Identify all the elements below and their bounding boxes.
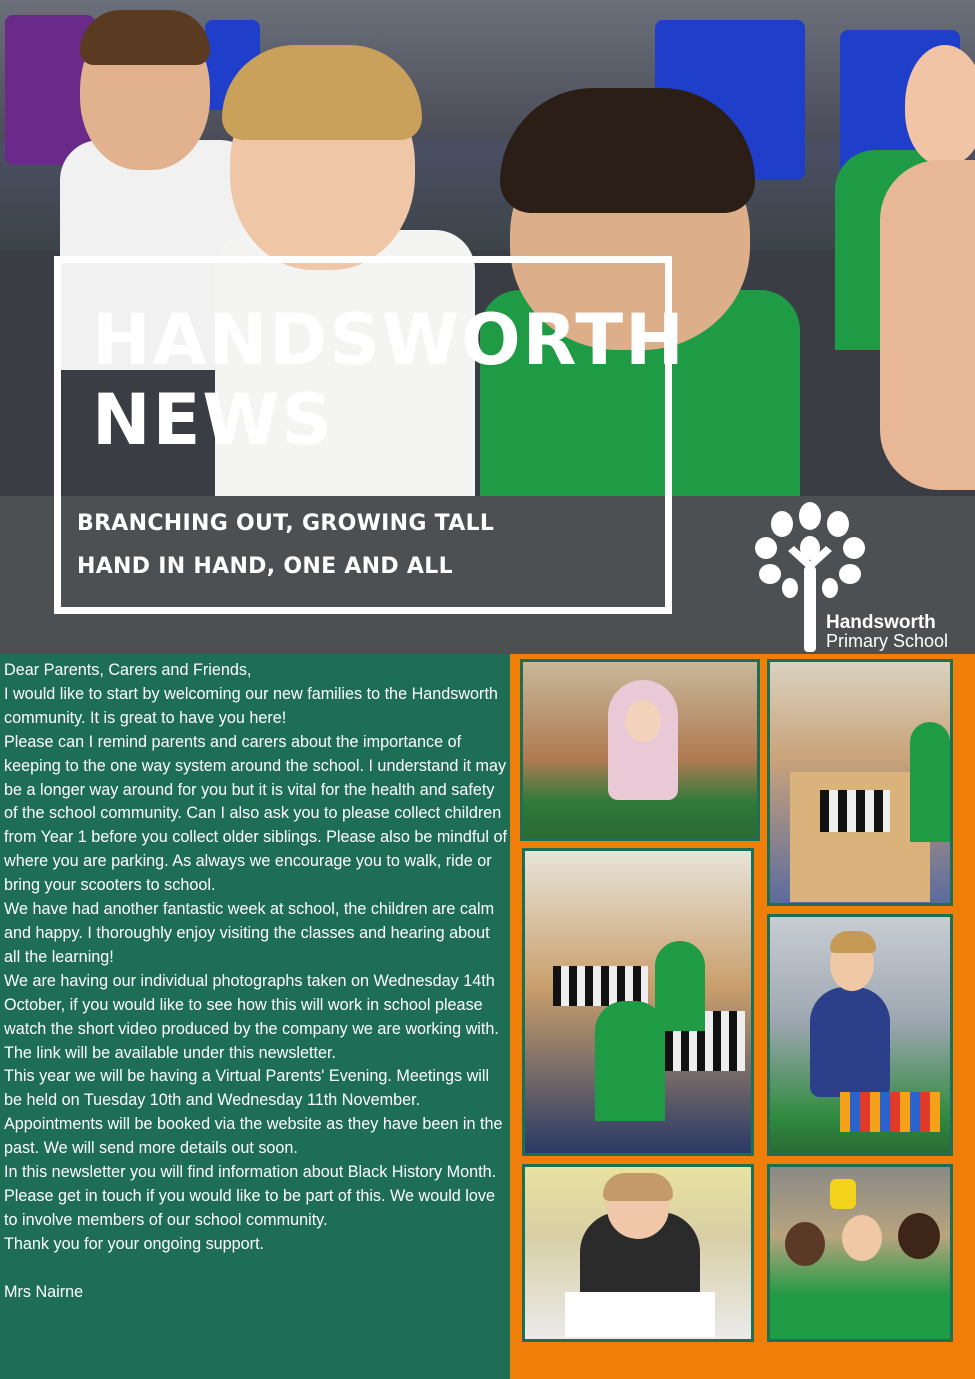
child-hair — [80, 10, 210, 65]
gallery-photo-child-building — [520, 659, 760, 841]
letter-signature: Mrs Nairne — [4, 1282, 84, 1301]
child-hair — [500, 88, 755, 213]
gallery-photo-child-writing — [522, 1164, 754, 1342]
letter-paragraph: We are having our individual photographs taken on Wednesday 14th October, if you would like to see how this will work in school please watch the short video produced by the company we are working with. The link will be available under this newsletter. — [4, 971, 499, 1062]
child-face — [905, 45, 975, 165]
motto-line-2: HAND IN HAND, ONE AND ALL — [77, 554, 453, 579]
gallery-photo-chess-class — [522, 848, 754, 1156]
letter-paragraph: Please can I remind parents and carers about the importance of keeping to the one way system around the school. I understand it may be a longer way around for you but it is vital for the health and safety of the school community. Can I also ask you to please collect children from Year 1 before you collect older siblings. Please also be mindful of where you are parking. As always we encourage you to walk, ride or bring your scooters to school. — [4, 732, 507, 895]
logo-school-name: Handsworth — [826, 612, 936, 633]
logo-school-type: Primary School — [826, 631, 949, 651]
gallery-photo-three-children — [767, 1164, 953, 1342]
letter-greeting: Dear Parents, Carers and Friends, — [4, 661, 252, 679]
letter-paragraph: We have had another fantastic week at school, the children are calm and happy. I thoroughly enjoy visiting the classes and hearing about all the learning! — [4, 900, 495, 966]
title-line-2: NEWS — [92, 379, 335, 461]
letter-paragraph: In this newsletter you will find information about Black History Month. Please get in touch if you would like to be part of this. We would love to involve members of our school community. — [4, 1163, 497, 1229]
gallery-photo-chess-table — [767, 659, 953, 906]
child-face — [880, 160, 975, 490]
photo-gallery — [510, 654, 975, 1379]
headteacher-letter — [0, 654, 510, 1379]
gallery-photo-boy-building — [767, 914, 953, 1156]
letter-paragraph: Thank you for your ongoing support. — [4, 1234, 265, 1253]
newsletter-title — [92, 300, 686, 460]
motto-line-1: BRANCHING OUT, GROWING TALL — [77, 511, 495, 536]
child-hair — [222, 45, 422, 140]
letter-paragraph: I would like to start by welcoming our new families to the Handsworth community. It is great to have you here! — [4, 684, 498, 727]
title-line-1: HANDSWORTH — [92, 299, 686, 381]
letter-paragraph: This year we will be having a Virtual Parents' Evening. Meetings will be held on Tuesday 10th and Wednesday 11th November. Appointments will be booked via the website as they have been in the past. We will send more details out soon. — [4, 1067, 503, 1158]
